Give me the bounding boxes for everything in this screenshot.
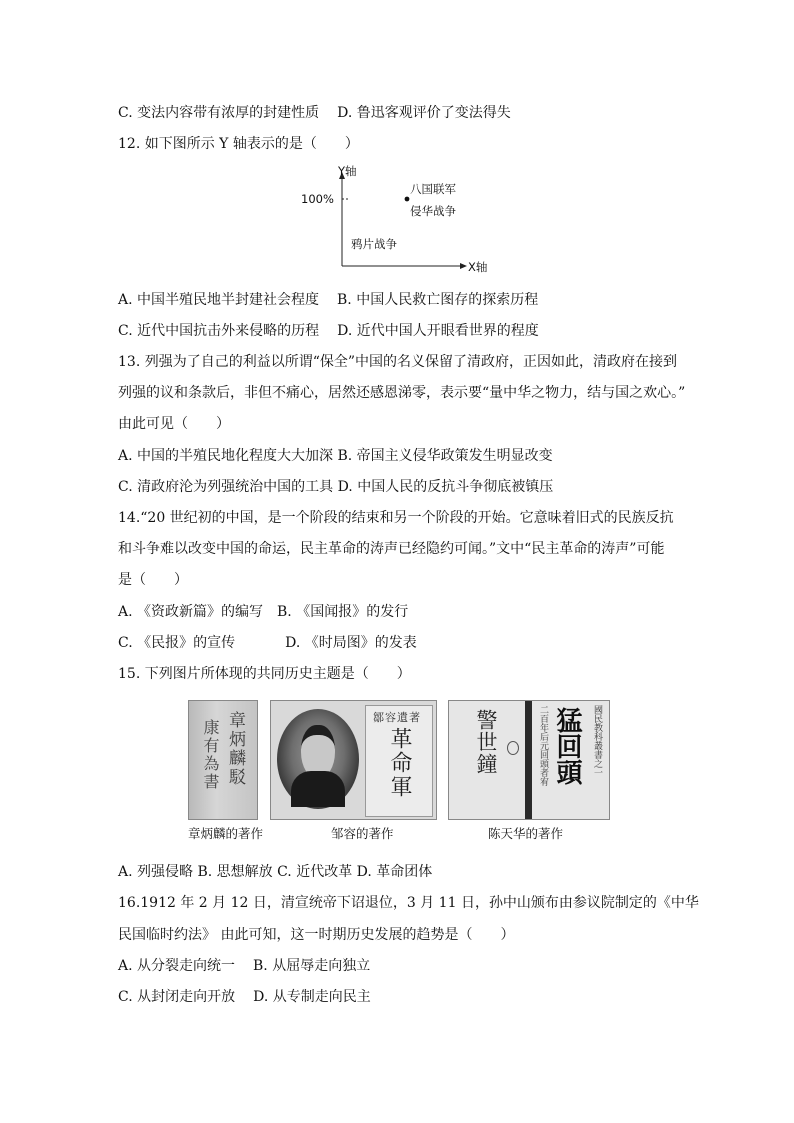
photo3-menghuitou: 猛回頭 <box>552 707 582 785</box>
q13-stem-line3: 由此可见（ ） <box>118 416 230 432</box>
q12-tick-label: 100% <box>301 192 334 206</box>
q14-options-cd <box>118 633 417 653</box>
q14-option-b: B. 《国闻报》的发行 <box>277 604 409 620</box>
photo3-jingshizhong: 警世鐘 <box>474 709 498 775</box>
photo3-side-small: 二百年后元回頭者宥 <box>538 705 548 786</box>
q16-stem-line1: 16.1912 年 2 月 12 日，清宣统帝下诏退位，3 月 11 日，孙中山颁布由参议院制定的《中华 <box>118 895 699 911</box>
q12-y-axis-label: Y轴 <box>338 164 357 178</box>
photo-zhang-binglin-book <box>188 700 258 820</box>
photo2-big-text: 革命軍 <box>387 727 412 799</box>
q16-options-cd <box>118 987 371 1007</box>
q16-stem-line2: 民国临时约法》 由此可知，这一时期历史发展的趋势是（ ） <box>118 927 515 943</box>
q16-option-d: D. 从专制走向民主 <box>253 989 371 1005</box>
q11-option-c: C. 变法内容带有浓厚的封建性质 <box>118 105 320 121</box>
q14-option-c: C. 《民报》的宣传 <box>118 635 236 651</box>
q16-options-ab <box>118 956 370 976</box>
q13-stem-line1: 13. 列强为了自己的利益以所谓“保全”中国的名义保留了清政府，正因如此，清政府在接到 <box>118 354 678 370</box>
q12-options-cd <box>118 321 539 341</box>
q12-option-c: C. 近代中国抗击外来侵略的历程 <box>118 323 320 339</box>
portrait-body <box>291 771 345 807</box>
q14-option-d: D. 《时局图》的发表 <box>285 635 417 651</box>
q13-stem-line2: 列强的议和条款后，非但不痛心，居然还感恩涕零，表示要“量中华之物力，结与国之欢心。” <box>118 385 686 401</box>
q11-option-d: D. 鲁迅客观评价了变法得失 <box>337 105 511 121</box>
q12-lower-label: 鸦片战争 <box>351 237 397 251</box>
q16-option-a: A. 从分裂走向统一 <box>118 958 236 974</box>
photo1-col1: 章炳麟駁 <box>225 711 245 787</box>
q12-axis-graph <box>296 158 506 283</box>
q12-option-a: A. 中国半殖民地半封建社会程度 <box>118 292 320 308</box>
caption-zou: 邹容的著作 <box>331 826 394 841</box>
photo3-side-title: 國民教科叢書之一 <box>592 705 602 777</box>
seal-mark <box>507 741 519 755</box>
q13-options-cd: C. 清政府沦为列强统治中国的工具 D. 中国人民的反抗斗争彻底被镇压 <box>118 479 554 495</box>
photo1-col2: 康有為書 <box>201 719 220 791</box>
q14-options-ab <box>118 602 408 622</box>
q11-options-cd <box>118 103 511 123</box>
q13-options-ab: A. 中国的半殖民地化程度大大加深 B. 帝国主义侵华政策发生明显改变 <box>118 448 553 464</box>
q14-stem-line1: 14.“20 世纪初的中国，是一个阶段的结束和另一个阶段的开始。它意味着旧式的民族反抗 <box>118 510 674 526</box>
q12-point-label-1: 八国联军 <box>410 182 456 196</box>
q14-option-a: A. 《资政新篇》的编写 <box>118 604 264 620</box>
caption-chen: 陈天华的著作 <box>488 826 564 841</box>
q14-stem-line2: 和斗争难以改变中国的命运，民主革命的涛声已经隐约可闻。”文中“民主革命的涛声”可能 <box>118 541 665 557</box>
q16-option-c: C. 从封闭走向开放 <box>118 989 236 1005</box>
photo-chen-tianhua-books <box>448 700 610 820</box>
q12-option-d: D. 近代中国人开眼看世界的程度 <box>337 323 539 339</box>
q12-stem: 12. 如下图所示 Y 轴表示的是（ ） <box>118 136 359 152</box>
q12-graph-point <box>405 197 410 202</box>
caption-zhang: 章炳麟的著作 <box>188 826 264 841</box>
q16-option-b: B. 从屈辱走向独立 <box>253 958 371 974</box>
q12-options-ab <box>118 290 538 310</box>
photo2-small-text: 鄒容遺著 <box>373 711 421 724</box>
q12-x-axis-label: X轴 <box>468 260 488 274</box>
q14-stem-line3: 是（ ） <box>118 572 188 588</box>
q15-stem: 15. 下列图片所体现的共同历史主题是（ ） <box>118 666 411 682</box>
q15-options: A. 列强侵略 B. 思想解放 C. 近代改革 D. 革命团体 <box>118 864 433 880</box>
q12-point-label-2: 侵华战争 <box>410 204 456 218</box>
divider-bar <box>525 701 532 819</box>
q12-option-b: B. 中国人民救亡图存的探索历程 <box>337 292 539 308</box>
photo-zou-rong-book <box>270 700 437 820</box>
